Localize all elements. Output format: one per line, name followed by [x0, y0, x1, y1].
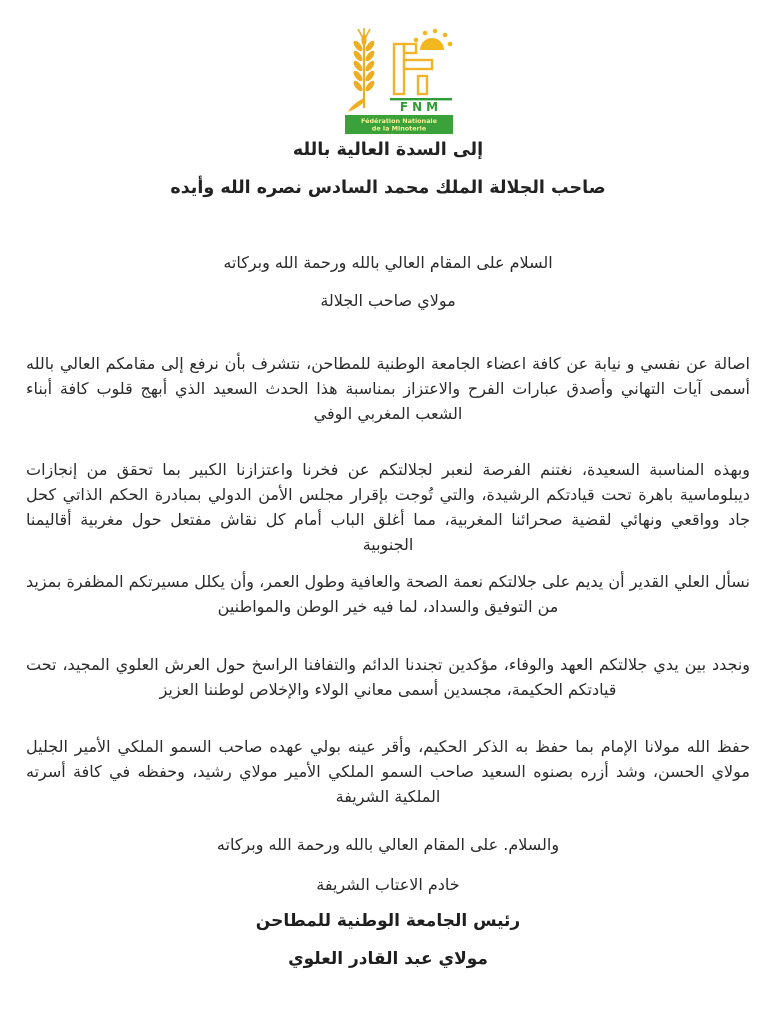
fnm-logo [344, 28, 454, 134]
letter-heading-addressee: إلى السدة العالية بالله [292, 140, 484, 160]
closing-servant-title: خادم الاعتاب الشريفة [316, 875, 460, 894]
letter-heading-king: صاحب الجلالة الملك محمد السادس نصره الله وأيده [170, 178, 606, 198]
paragraph-loyalty-pledge: ونجدد بين يدي جلالتكم العهد والوفاء، مؤكدين تجندنا الدائم والتفافنا الراسخ حول العرش العلوي المجيد، تحت قيادتكم الحكيمة، مجسدين أسمى معاني الولاء والإخلاص لوطننا العزيز [26, 655, 750, 699]
paragraph-royal-family-blessing: حفظ الله مولانا الإمام بما حفظ به الذكر الحكيم، وأقر عينه بولي عهده صاحب السمو الملكي الأمير الجليل مولاي الحسن، وشد أزره بصنوه السعيد صاحب السمو الملكي الأمير مولاي رشيد، وحفظه في كافة أسرته الملكية الشريفة [26, 737, 750, 806]
paragraph-congratulations: اصالة عن نفسي و نيابة عن كافة اعضاء الجامعة الوطنية للمطاحن، نتشرف بأن نرفع إلى مقامكم العالي بالله أسمى آيات التهاني وأصدق عبارات الفرح والاعتزاز بمناسبة هذا الحدث السعيد الذي أبهج قلوب كافة أبناء الشعب المغربي الوفي [26, 354, 750, 423]
fnm-logo-graphic [344, 28, 454, 134]
logo-banner [345, 115, 453, 134]
greeting-majesty: مولاي صاحب الجلالة [320, 291, 456, 310]
signature-role: رئيس الجامعة الوطنية للمطاحن [255, 911, 521, 931]
sun-icon [414, 29, 453, 50]
fnm-acronym: FNM [399, 100, 443, 114]
fnm-monogram-icon [394, 44, 432, 94]
logo-org-name-line2: de la Minoterie [371, 124, 427, 133]
paragraph-prayer-health: نسأل العلي القدير أن يديم على جلالتكم نعمة الصحة والعافية وطول العمر، وأن يكلل مسيرتكم المظفرة بمزيد من التوفيق والسداد، لما فيه خير الوطن والمواطنين [26, 572, 750, 616]
logo-org-name-line1: Fédération Nationale [361, 117, 437, 125]
signature-name: مولاي عبد القادر العلوي [288, 949, 488, 969]
closing-salutation: والسلام. على المقام العالي بالله ورحمة الله وبركاته [216, 835, 560, 854]
paragraph-diplomatic-achievements: وبهذه المناسبة السعيدة، نغتنم الفرصة لنعبر لجلالتكم عن فخرنا واعتزازنا الكبير بما تحقق من إنجازات ديبلوماسية باهرة تحت قيادتكم الرشيدة، والتي تُوجت بإقرار مجلس الأمن الدولي بمبادرة الحكم الذاتي كحل جاد وواقعي ونهائي لقضية صحرائنا المغربية، مما أغلق الباب أمام كل نقاش مفتعل حول مغربية أقاليمنا الجنوبية [26, 460, 750, 554]
wheat-icon [348, 28, 376, 112]
greeting-salam: السلام على المقام العالي بالله ورحمة الله وبركاته [223, 253, 553, 272]
